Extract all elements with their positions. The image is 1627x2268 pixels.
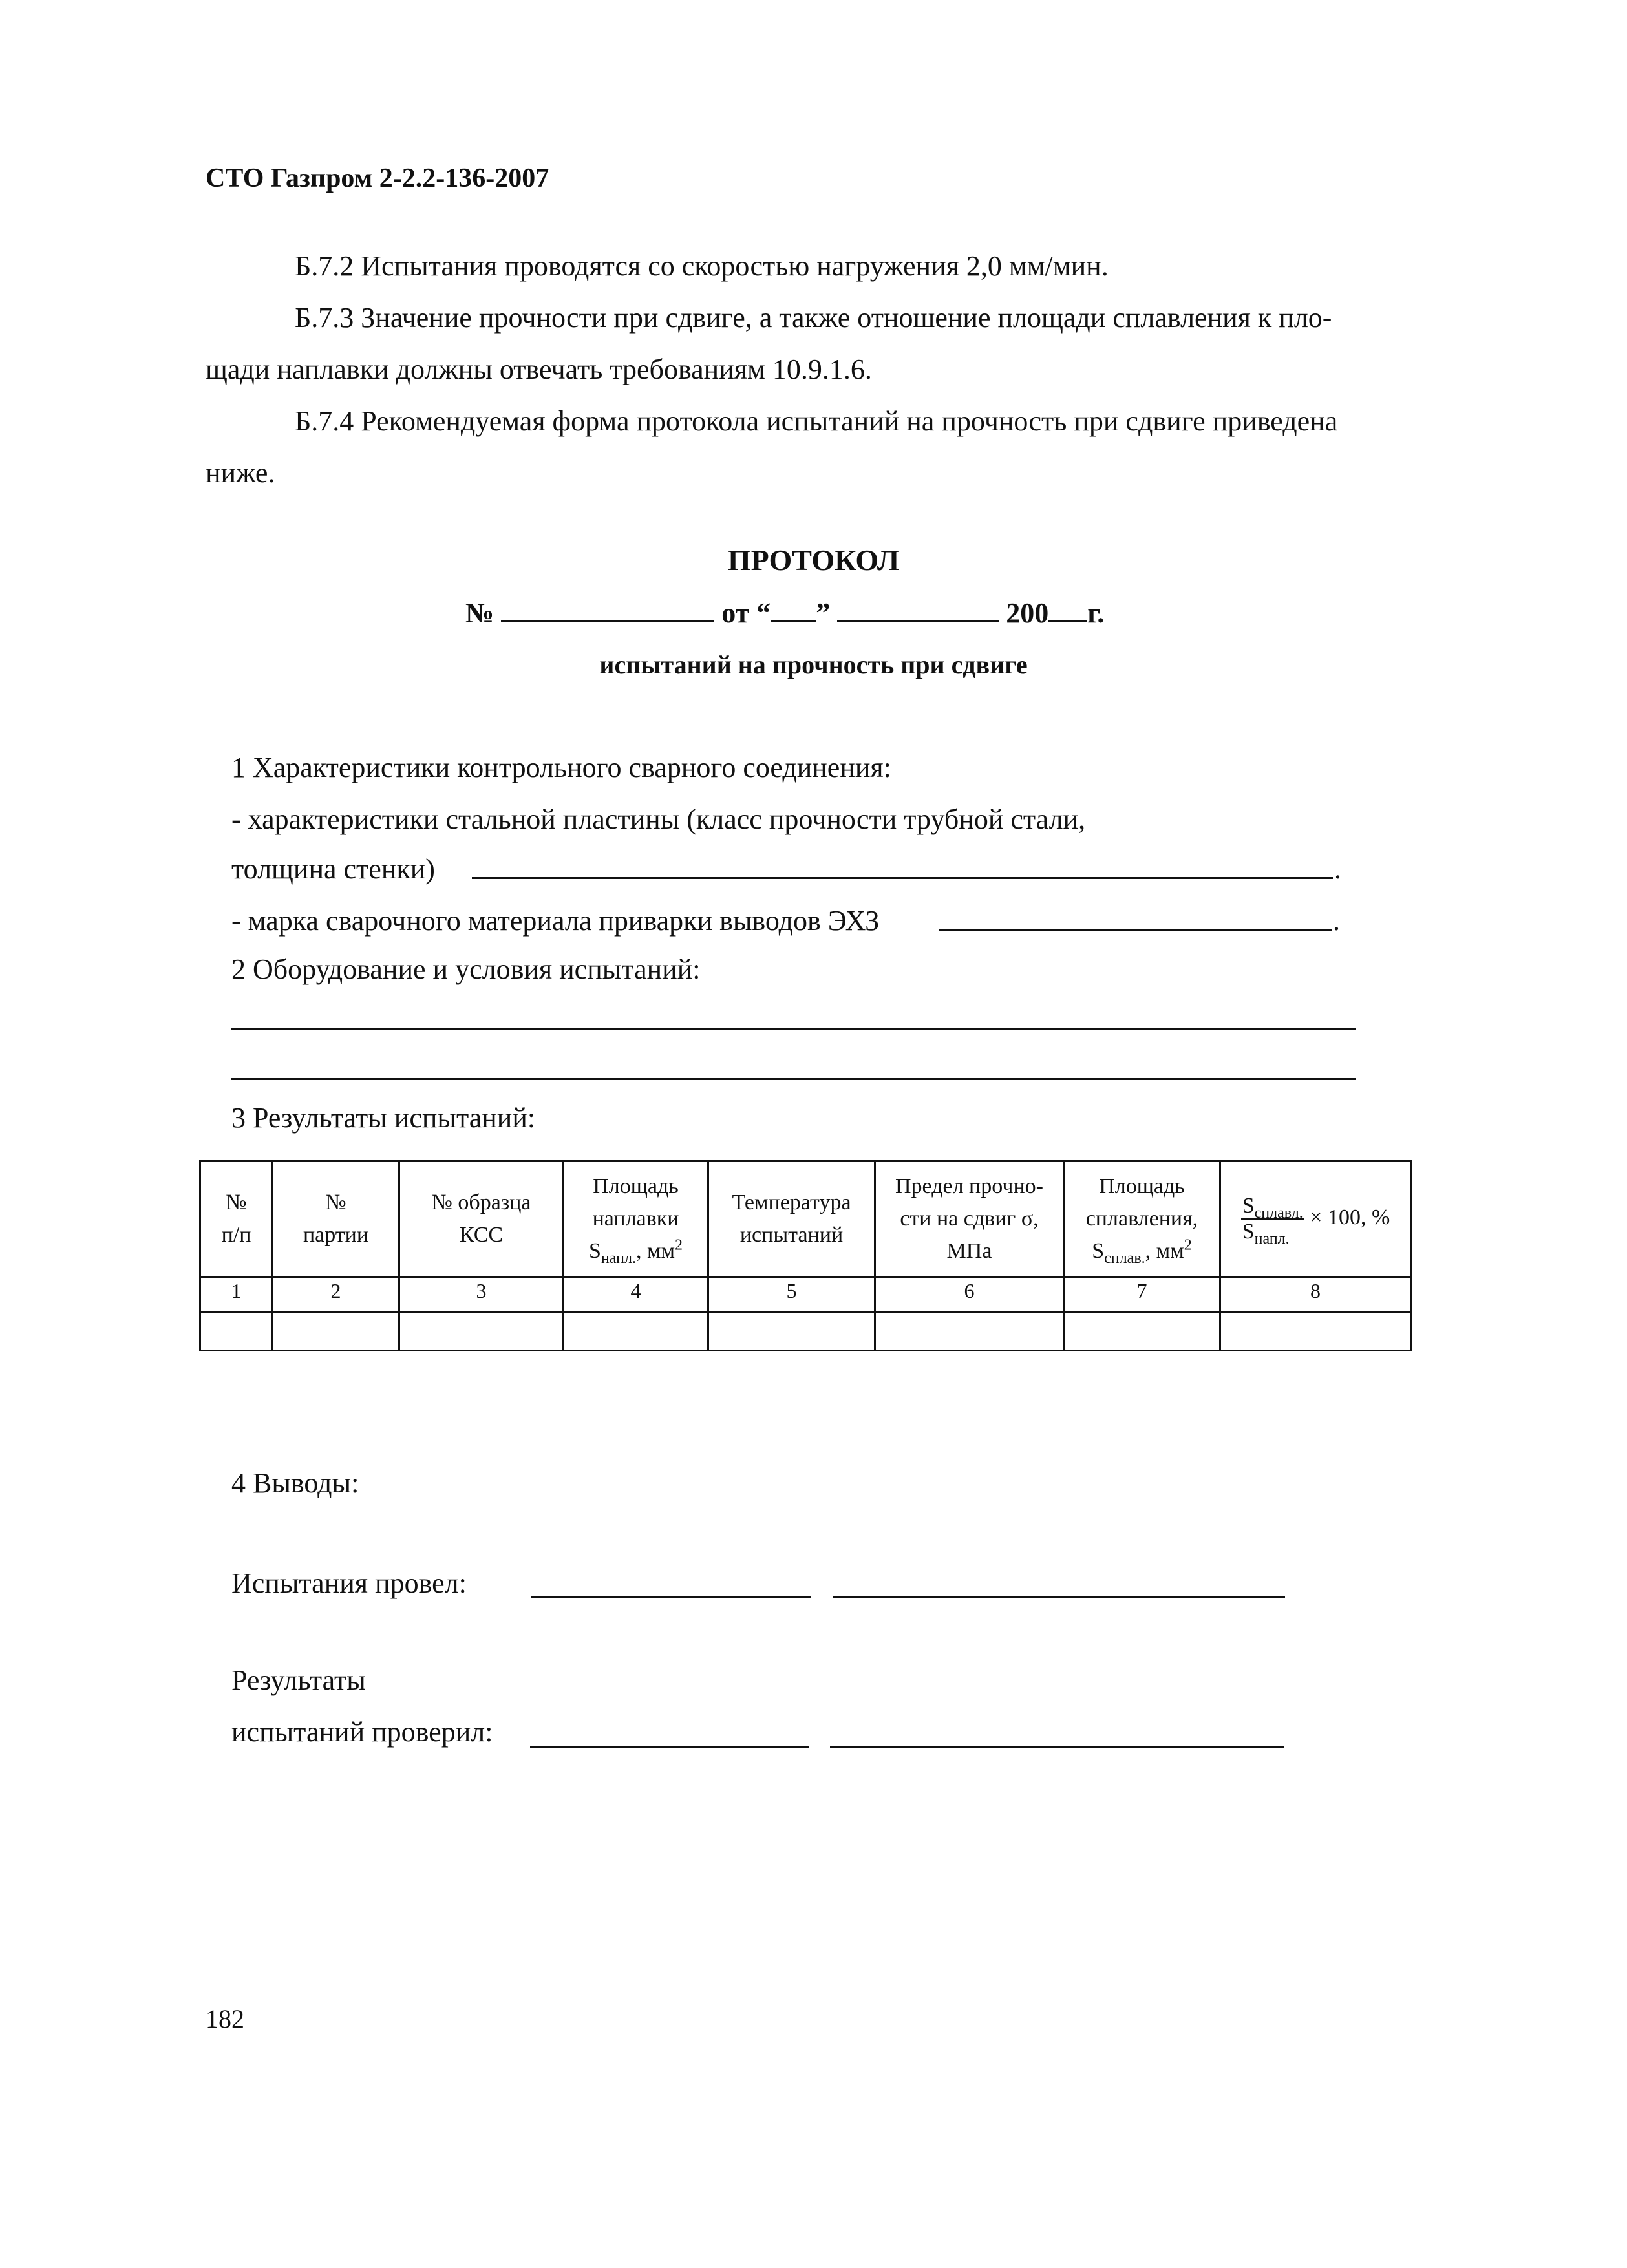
section1-heading: 1 Характеристики контрольного сварного соединения: [231,752,891,783]
tested-by-name-field[interactable] [833,1596,1285,1598]
table-number-row [200,1277,1411,1313]
col-number: 4 [564,1277,708,1313]
col-number: 2 [273,1277,399,1313]
col-number: 7 [1064,1277,1220,1313]
paragraph-b74-line2: ниже. [206,457,275,489]
col-number: 1 [200,1277,273,1313]
section1-period-1: . [1334,853,1341,885]
checked-by-label-line1: Результаты [231,1664,366,1696]
col-number: 5 [708,1277,875,1313]
quote-close: ” [816,597,831,629]
section1-item1-line1: - характеристики стальной пластины (класс прочности трубной стали, [231,803,1086,835]
col-header-temperature: Температура испытаний [708,1161,875,1277]
checked-by-name-field[interactable] [830,1746,1284,1748]
protocol-number-field[interactable] [501,595,714,622]
table-cell[interactable] [875,1313,1064,1351]
table-cell[interactable] [564,1313,708,1351]
results-table [199,1160,1412,1351]
col-header-shear-strength: Предел прочно- сти на сдвиг σ, МПа [875,1161,1064,1277]
page-number: 182 [206,2004,244,2033]
steel-plate-field[interactable] [472,877,1333,879]
section1-item2: - марка сварочного материала приварки выводов ЭХЗ [231,905,880,937]
table-cell[interactable] [273,1313,399,1351]
col-number: 8 [1220,1277,1411,1313]
table-cell[interactable] [708,1313,875,1351]
col-number: 6 [875,1277,1064,1313]
table-cell[interactable] [1064,1313,1220,1351]
col-header-batch: № партии [273,1161,399,1277]
col-header-sample: № образца КСС [399,1161,564,1277]
checked-by-signature-field[interactable] [530,1746,809,1748]
protocol-month-field[interactable] [837,595,999,622]
protocol-title: ПРОТОКОЛ [727,544,900,577]
paragraph-b72: Б.7.2 Испытания проводятся со скоростью нагружения 2,0 мм/мин. [295,250,1109,282]
tested-by-signature-field[interactable] [531,1596,811,1598]
col-header-deposit-area: Площадь наплавки $S_{напл.}$, $мм^2$ [564,1161,708,1277]
col-header-index: № п/п [200,1161,273,1277]
col-header-area-ratio: $\frac{S_{сплавл.}}{S_{напл.}}$ × 100, % [1220,1161,1411,1277]
table-cell[interactable] [200,1313,273,1351]
table-cell[interactable] [399,1313,564,1351]
from-label: от “ [721,597,771,629]
protocol-subtitle: испытаний на прочность при сдвиге [599,650,1028,679]
col-number: 3 [399,1277,564,1313]
protocol-day-field[interactable] [771,595,816,622]
section4-heading: 4 Выводы: [231,1467,359,1499]
section1-item1-line2: толщина стенки) [231,853,435,885]
checked-by-label-line2: испытаний проверил: [231,1716,493,1748]
year-label: 200 [1006,597,1049,629]
area-ratio-fraction: $\frac{S_{сплавл.}}{S_{напл.}}$ [1242,1194,1303,1247]
year-suffix: г. [1087,597,1105,629]
paragraph-b73-line2: щади наплавки должны отвечать требованиям 10.9.1.6. [206,354,872,385]
paragraph-b74-line1: Б.7.4 Рекомендуемая форма протокола испытаний на прочность при сдвиге приведена [295,405,1338,437]
table-cell[interactable] [1220,1313,1411,1351]
section3-heading: 3 Результаты испытаний: [231,1102,536,1134]
tested-by-label: Испытания провел: [231,1567,467,1599]
welding-material-field[interactable] [939,929,1332,931]
paragraph-b73-line1: Б.7.3 Значение прочности при сдвиге, а также отношение площади сплавления к пло- [295,302,1332,334]
document-code: СТО Газпром 2-2.2-136-2007 [206,164,549,193]
table-row [200,1313,1411,1351]
equipment-field-line1[interactable] [231,1028,1356,1030]
equipment-field-line2[interactable] [231,1078,1356,1080]
section1-period-2: . [1333,905,1340,937]
protocol-number-line [465,595,1104,630]
section2-heading: 2 Оборудование и условия испытаний: [231,953,701,985]
number-label: № [465,597,494,629]
col-header-fusion-area: Площадь сплавления, $S_{сплав.}$, $мм^2$ [1064,1161,1220,1277]
table-header-row [200,1161,1411,1277]
protocol-year-field[interactable] [1048,595,1087,622]
